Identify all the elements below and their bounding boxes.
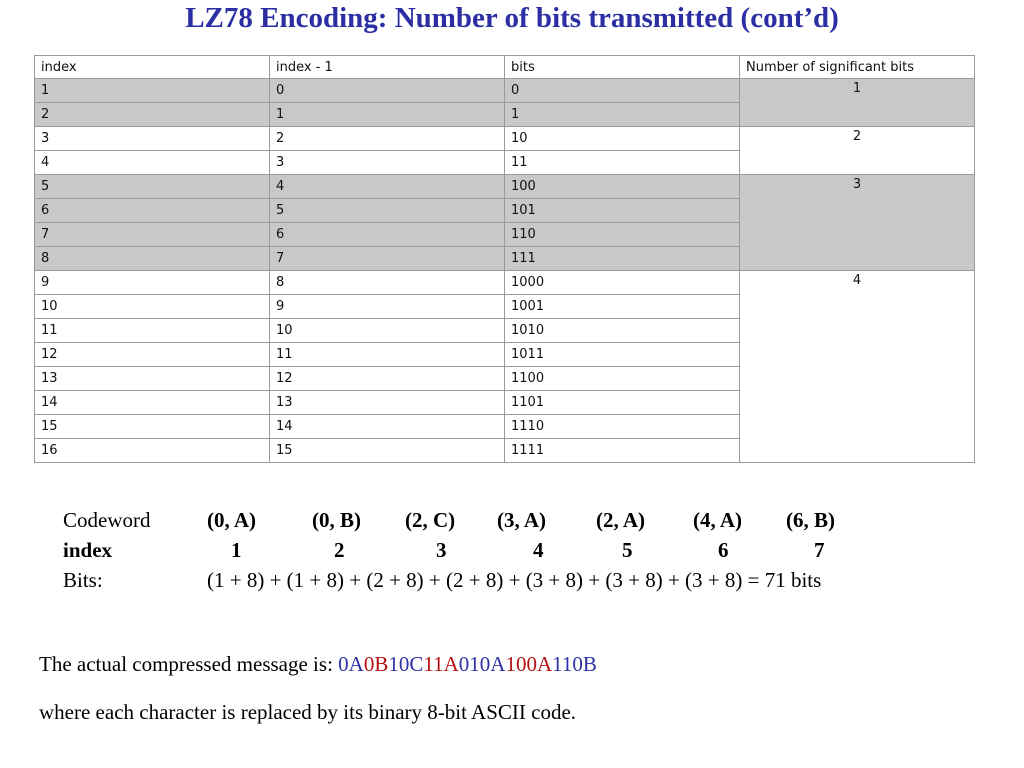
- cell-index: 10: [35, 295, 270, 319]
- cell-bits: 0: [505, 79, 740, 103]
- cell-bits: 111: [505, 247, 740, 271]
- table-row: [35, 79, 975, 103]
- codeword-value: (2, C): [405, 508, 456, 532]
- table-row: [35, 271, 975, 295]
- cell-significant-bits: 4: [740, 271, 975, 463]
- cell-index: 6: [35, 199, 270, 223]
- cell-index-minus-1: 3: [270, 151, 505, 175]
- cell-bits: 1111: [505, 439, 740, 463]
- cell-bits: 100: [505, 175, 740, 199]
- message-part: 10: [388, 652, 410, 676]
- cell-bits: 1001: [505, 295, 740, 319]
- message-part: 11: [423, 652, 444, 676]
- cell-index: 4: [35, 151, 270, 175]
- message-part: B: [582, 652, 597, 676]
- cell-index-minus-1: 8: [270, 271, 505, 295]
- cell-index: 3: [35, 127, 270, 151]
- cell-index-minus-1: 9: [270, 295, 505, 319]
- cell-index-minus-1: 0: [270, 79, 505, 103]
- cell-index: 13: [35, 367, 270, 391]
- cell-significant-bits: 3: [740, 175, 975, 271]
- cell-index: 16: [35, 439, 270, 463]
- cell-significant-bits: 2: [740, 127, 975, 175]
- cell-bits: 1: [505, 103, 740, 127]
- cell-index-minus-1: 14: [270, 415, 505, 439]
- message-part: A: [536, 652, 553, 676]
- index-value: 6: [718, 538, 729, 562]
- cell-index-minus-1: 1: [270, 103, 505, 127]
- cell-index-minus-1: 6: [270, 223, 505, 247]
- cell-index: 9: [35, 271, 270, 295]
- cell-index: 7: [35, 223, 270, 247]
- table-header-row: [35, 56, 975, 79]
- message-prefix: The actual compressed message is:: [39, 652, 339, 676]
- cell-index-minus-1: 10: [270, 319, 505, 343]
- codeword-value: (0, B): [312, 508, 361, 532]
- cell-index-minus-1: 15: [270, 439, 505, 463]
- cell-index-minus-1: 2: [270, 127, 505, 151]
- header-significant-bits: Number of significant bits: [740, 56, 975, 79]
- cell-bits: 110: [505, 223, 740, 247]
- cell-index-minus-1: 5: [270, 199, 505, 223]
- codeword-value: (6, B): [786, 508, 835, 532]
- codeword-label: Codeword: [63, 508, 151, 532]
- index-value: 3: [436, 538, 447, 562]
- index-value: 7: [814, 538, 825, 562]
- message-part: A: [490, 652, 506, 676]
- index-value: 2: [334, 538, 345, 562]
- codeword-value: (3, A): [497, 508, 546, 532]
- message-part: C: [409, 652, 424, 676]
- message-part: A: [348, 652, 364, 676]
- cell-index: 5: [35, 175, 270, 199]
- cell-index-minus-1: 4: [270, 175, 505, 199]
- message-part: 100: [505, 652, 537, 676]
- cell-bits: 1101: [505, 391, 740, 415]
- bits-expression: (1 + 8) + (1 + 8) + (2 + 8) + (2 + 8) + (3 + 8) + (3 + 8) + (3 + 8) = 71 bits: [207, 568, 822, 592]
- slide-title: LZ78 Encoding: Number of bits transmitted (cont’d): [185, 2, 839, 34]
- codeword-value: (4, A): [693, 508, 742, 532]
- message-part: 0: [338, 652, 349, 676]
- cell-bits: 1000: [505, 271, 740, 295]
- bits-table: [34, 55, 975, 463]
- cell-bits: 1110: [505, 415, 740, 439]
- cell-index: 12: [35, 343, 270, 367]
- header-index-minus-1: index - 1: [270, 56, 505, 79]
- message-part: B: [374, 652, 389, 676]
- cell-bits: 101: [505, 199, 740, 223]
- message-part: 010: [458, 652, 491, 676]
- cell-index-minus-1: 13: [270, 391, 505, 415]
- cell-index-minus-1: 12: [270, 367, 505, 391]
- cell-index-minus-1: 11: [270, 343, 505, 367]
- footnote: where each character is replaced by its binary 8-bit ASCII code.: [39, 700, 577, 724]
- codeword-value: (2, A): [596, 508, 645, 532]
- cell-bits: 1011: [505, 343, 740, 367]
- index-label: index: [63, 538, 113, 562]
- codeword-value: (0, A): [207, 508, 256, 532]
- cell-bits: 10: [505, 127, 740, 151]
- message-part: A: [443, 652, 459, 676]
- message-part: 110: [552, 652, 583, 676]
- bits-label: Bits:: [63, 568, 103, 592]
- header-index: index: [35, 56, 270, 79]
- index-value: 4: [533, 538, 544, 562]
- cell-bits: 1010: [505, 319, 740, 343]
- index-value: 5: [622, 538, 633, 562]
- cell-bits: 11: [505, 151, 740, 175]
- cell-index: 11: [35, 319, 270, 343]
- cell-index: 2: [35, 103, 270, 127]
- table-row: [35, 175, 975, 199]
- index-value: 1: [231, 538, 242, 562]
- message-part: 0: [363, 652, 375, 676]
- header-bits: bits: [505, 56, 740, 79]
- cell-index: 1: [35, 79, 270, 103]
- cell-index-minus-1: 7: [270, 247, 505, 271]
- table-row: [35, 127, 975, 151]
- cell-index: 14: [35, 391, 270, 415]
- compressed-message: [39, 652, 597, 676]
- cell-index: 8: [35, 247, 270, 271]
- cell-significant-bits: 1: [740, 79, 975, 127]
- cell-index: 15: [35, 415, 270, 439]
- bits-table-container: [34, 55, 974, 463]
- cell-bits: 1100: [505, 367, 740, 391]
